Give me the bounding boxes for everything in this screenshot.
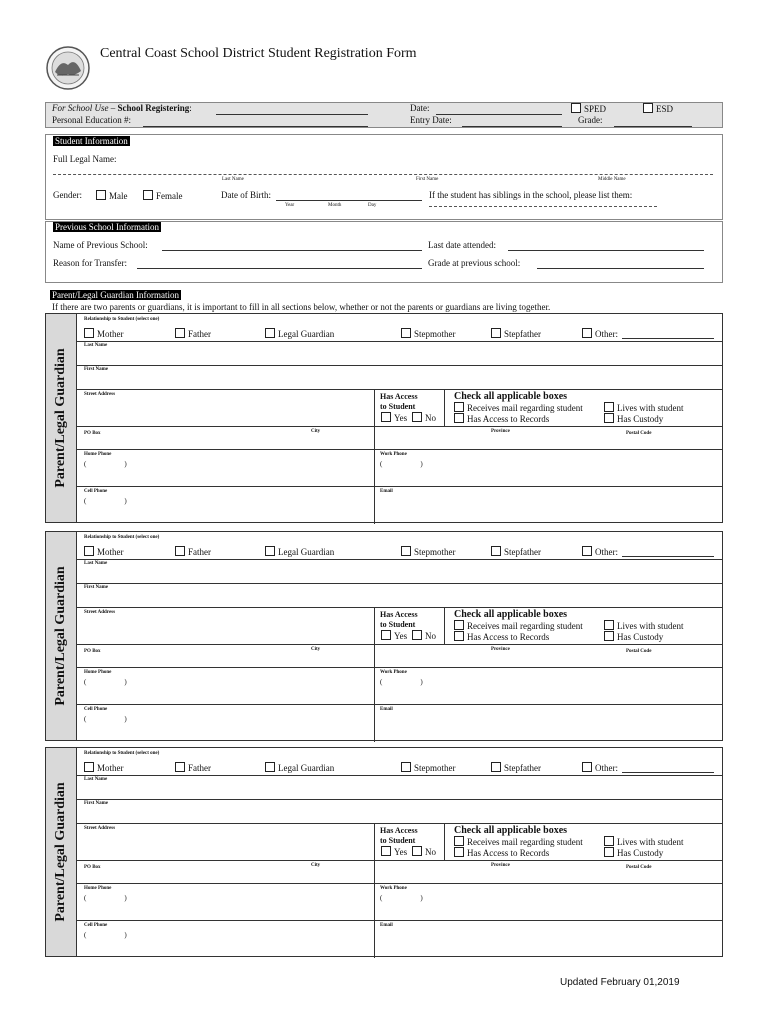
stepfather-checkbox[interactable]: Stepfather — [491, 762, 541, 773]
entry-date-label: Entry Date: — [410, 115, 452, 125]
school-registering-field[interactable] — [216, 114, 368, 115]
home-phone-label: Home Phone — [84, 452, 112, 457]
guardian-block-3 — [45, 747, 723, 957]
dob-label: Date of Birth: — [221, 190, 271, 200]
province-label: Province — [491, 863, 510, 868]
gender-label: Gender: — [53, 190, 82, 200]
home-phone-label: Home Phone — [84, 670, 112, 675]
stepmother-checkbox[interactable]: Stepmother — [401, 328, 456, 339]
father-checkbox[interactable]: Father — [175, 546, 211, 557]
guardian-side-label: Parent/Legal Guardian — [46, 532, 77, 740]
legal-guardian-checkbox[interactable]: Legal Guardian — [265, 546, 334, 557]
month-caption: Month — [328, 203, 342, 208]
other-checkbox[interactable]: Other: — [582, 762, 618, 773]
custody-checkbox[interactable]: Has Custody — [604, 413, 663, 424]
work-phone-label: Work Phone — [380, 886, 407, 891]
email-label: Email — [380, 923, 393, 928]
province-label: Province — [491, 647, 510, 652]
custody-checkbox[interactable]: Has Custody — [604, 847, 663, 858]
mother-checkbox[interactable]: Mother — [84, 328, 124, 339]
guardian-side-label: Parent/Legal Guardian — [46, 314, 77, 522]
full-legal-name-label: Full Legal Name: — [53, 154, 117, 164]
access-no-checkbox[interactable]: No — [412, 846, 436, 857]
first-name-label: First Name — [84, 367, 109, 372]
middle-name-caption: Middle Name — [598, 177, 626, 182]
last-name-label: Last Name — [84, 343, 108, 348]
grade-field[interactable] — [614, 126, 692, 127]
cell-phone-field[interactable]: ( ) — [84, 715, 127, 723]
city-label: City — [311, 429, 321, 434]
page-title: Central Coast School District Student Registration Form — [100, 46, 417, 61]
legal-guardian-checkbox[interactable]: Legal Guardian — [265, 328, 334, 339]
other-field[interactable] — [622, 772, 714, 773]
parent-info-note: If there are two parents or guardians, it is important to fill in all sections below, whether or not the parents or guardians are living together. — [52, 302, 551, 312]
access-records-checkbox[interactable]: Has Access to Records — [454, 631, 549, 642]
city-label: City — [311, 863, 321, 868]
email-label: Email — [380, 707, 393, 712]
province-label: Province — [491, 429, 510, 434]
email-label: Email — [380, 489, 393, 494]
day-caption: Day — [368, 203, 377, 208]
reason-label: Reason for Transfer: — [53, 258, 127, 268]
po-box-label: PO Box — [84, 431, 101, 436]
previous-school-name-label: Name of Previous School: — [53, 240, 148, 250]
student-info-heading: Student Information — [55, 136, 128, 146]
first-name-label: First Name — [84, 585, 109, 590]
lives-with-checkbox[interactable]: Lives with student — [604, 836, 684, 847]
lives-with-checkbox[interactable]: Lives with student — [604, 620, 684, 631]
po-box-label: PO Box — [84, 865, 101, 870]
mother-checkbox[interactable]: Mother — [84, 762, 124, 773]
entry-date-field[interactable] — [462, 126, 562, 127]
mother-checkbox[interactable]: Mother — [84, 546, 124, 557]
full-legal-name-field[interactable] — [53, 174, 713, 175]
check-all-label: Check all applicable boxes — [454, 391, 568, 402]
updated-date: Updated February 01,2019 — [560, 977, 680, 988]
other-checkbox[interactable]: Other: — [582, 546, 618, 557]
other-field[interactable] — [622, 338, 714, 339]
guardian-side-label: Parent/Legal Guardian — [46, 748, 77, 956]
work-phone-label: Work Phone — [380, 452, 407, 457]
sped-checkbox[interactable]: SPED — [571, 103, 606, 114]
last-date-field[interactable] — [508, 250, 704, 251]
custody-checkbox[interactable]: Has Custody — [604, 631, 663, 642]
home-phone-field[interactable]: ( ) — [84, 894, 127, 902]
receives-mail-checkbox[interactable]: Receives mail regarding student — [454, 620, 583, 631]
stepmother-checkbox[interactable]: Stepmother — [401, 762, 456, 773]
work-phone-field[interactable]: ( ) — [380, 460, 423, 468]
guardian-block-2 — [45, 531, 723, 741]
date-field[interactable] — [436, 114, 562, 115]
postal-code-label: Postal Code — [626, 865, 652, 870]
last-name-label: Last Name — [84, 777, 108, 782]
access-no-checkbox[interactable]: No — [412, 630, 436, 641]
previous-school-heading: Previous School Information — [55, 222, 159, 232]
relationship-label: Relationship to Student (select one) — [84, 317, 160, 322]
other-checkbox[interactable]: Other: — [582, 328, 618, 339]
relationship-label: Relationship to Student (select one) — [84, 535, 160, 540]
siblings-label: If the student has siblings in the school, please list them: — [429, 190, 633, 200]
postal-code-label: Postal Code — [626, 431, 652, 436]
male-checkbox[interactable]: Male — [96, 190, 128, 201]
school-registering-label: For School Use – School Registering: — [52, 103, 192, 113]
check-all-label: Check all applicable boxes — [454, 609, 568, 620]
has-access-label: Has Access to Student — [380, 610, 418, 629]
street-address-label: Street Address — [84, 392, 116, 397]
siblings-field[interactable] — [429, 206, 657, 207]
cell-phone-field[interactable]: ( ) — [84, 931, 127, 939]
year-caption: Year — [285, 203, 295, 208]
first-name-caption: First Name — [416, 177, 439, 182]
personal-education-label: Personal Education #: — [52, 115, 131, 125]
date-label: Date: — [410, 103, 430, 113]
last-date-label: Last date attended: — [428, 240, 496, 250]
first-name-label: First Name — [84, 801, 109, 806]
previous-school-name-field[interactable] — [162, 250, 422, 251]
po-box-label: PO Box — [84, 649, 101, 654]
home-phone-field[interactable]: ( ) — [84, 460, 127, 468]
city-label: City — [311, 647, 321, 652]
access-records-checkbox[interactable]: Has Access to Records — [454, 847, 549, 858]
last-name-caption: Last Name — [222, 177, 244, 182]
guardian-block-1 — [45, 313, 723, 523]
reason-field[interactable] — [137, 268, 422, 269]
work-phone-field[interactable]: ( ) — [380, 894, 423, 902]
relationship-label: Relationship to Student (select one) — [84, 751, 160, 756]
dob-field[interactable] — [276, 200, 422, 201]
home-phone-label: Home Phone — [84, 886, 112, 891]
father-checkbox[interactable]: Father — [175, 328, 211, 339]
stepfather-checkbox[interactable]: Stepfather — [491, 546, 541, 557]
cell-phone-label: Cell Phone — [84, 923, 108, 928]
access-records-checkbox[interactable]: Has Access to Records — [454, 413, 549, 424]
cell-phone-label: Cell Phone — [84, 489, 108, 494]
access-yes-checkbox[interactable]: Yes — [381, 630, 407, 641]
has-access-label: Has Access to Student — [380, 826, 418, 845]
work-phone-field[interactable]: ( ) — [380, 678, 423, 686]
stepfather-checkbox[interactable]: Stepfather — [491, 328, 541, 339]
legal-guardian-checkbox[interactable]: Legal Guardian — [265, 762, 334, 773]
last-name-label: Last Name — [84, 561, 108, 566]
previous-grade-label: Grade at previous school: — [428, 258, 521, 268]
other-field[interactable] — [622, 556, 714, 557]
female-checkbox[interactable]: Female — [143, 190, 183, 201]
father-checkbox[interactable]: Father — [175, 762, 211, 773]
personal-education-field[interactable] — [143, 126, 368, 127]
district-logo — [45, 45, 91, 91]
esd-checkbox[interactable]: ESD — [643, 103, 673, 114]
previous-grade-field[interactable] — [537, 268, 704, 269]
receives-mail-checkbox[interactable]: Receives mail regarding student — [454, 402, 583, 413]
receives-mail-checkbox[interactable]: Receives mail regarding student — [454, 836, 583, 847]
work-phone-label: Work Phone — [380, 670, 407, 675]
street-address-label: Street Address — [84, 610, 116, 615]
stepmother-checkbox[interactable]: Stepmother — [401, 546, 456, 557]
has-access-label: Has Access to Student — [380, 392, 418, 411]
check-all-label: Check all applicable boxes — [454, 825, 568, 836]
access-yes-checkbox[interactable]: Yes — [381, 846, 407, 857]
street-address-label: Street Address — [84, 826, 116, 831]
cell-phone-label: Cell Phone — [84, 707, 108, 712]
parent-info-heading: Parent/Legal Guardian Information — [52, 290, 179, 300]
cell-phone-field[interactable]: ( ) — [84, 497, 127, 505]
access-yes-checkbox[interactable]: Yes — [381, 412, 407, 423]
access-no-checkbox[interactable]: No — [412, 412, 436, 423]
home-phone-field[interactable]: ( ) — [84, 678, 127, 686]
postal-code-label: Postal Code — [626, 649, 652, 654]
grade-label: Grade: — [578, 115, 603, 125]
lives-with-checkbox[interactable]: Lives with student — [604, 402, 684, 413]
